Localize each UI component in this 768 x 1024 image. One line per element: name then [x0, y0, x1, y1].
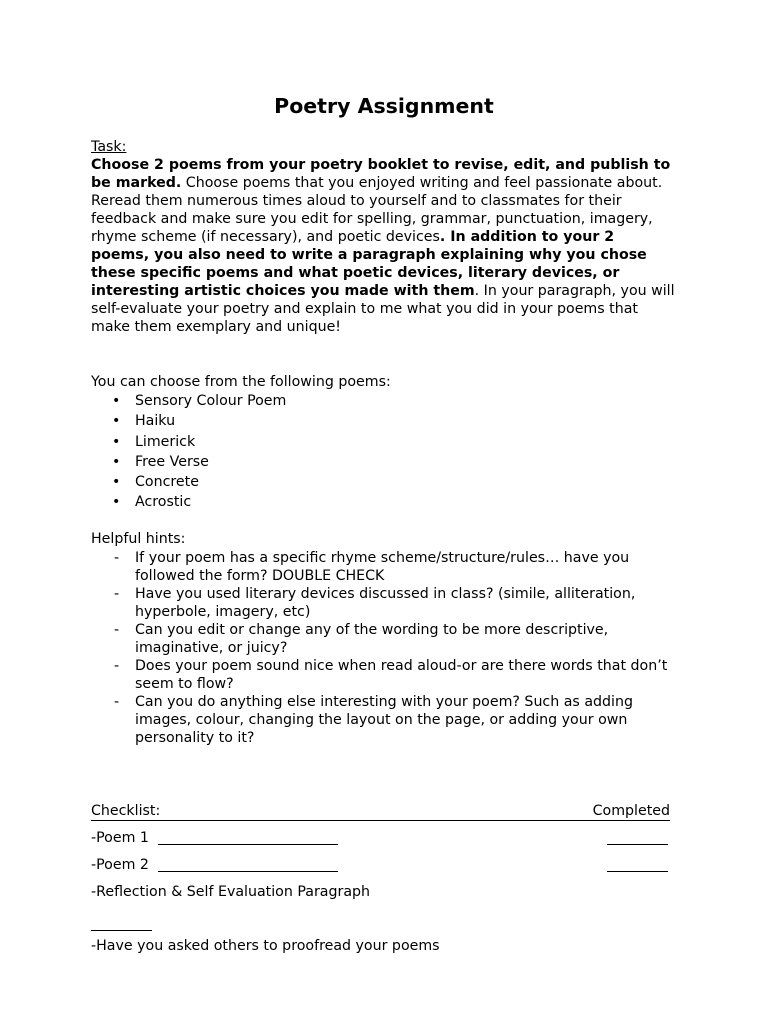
task-text-2: . In your paragraph, you will self-evaluate your poetry and explain to me what you did in your poems that make them exemplary and unique! — [91, 283, 675, 335]
bullet-icon: • — [112, 474, 121, 491]
task-bold-2: . In addition to your 2 poems, you also need to write a paragraph explaining why you chose these specific poems and what poetic devices, literary devices, or interesting artistic choices you made with them — [91, 229, 647, 299]
checklist-item-label: -Poem 2 — [91, 857, 149, 873]
dash-icon: - — [114, 550, 120, 566]
checklist-item-label: -Have you asked others to proofread your poems — [91, 938, 440, 954]
poems-intro: You can choose from the following poems: — [91, 374, 391, 390]
poem-option: Haiku — [135, 413, 176, 430]
poem-option: Free Verse — [135, 453, 209, 470]
poem-option: Acrostic — [135, 494, 192, 511]
list-item — [91, 585, 681, 621]
task-bold-1: Choose 2 poems from your poetry booklet to revise, edit, and publish to be marked. — [91, 157, 671, 191]
task-text-1: Choose poems that you enjoyed writing and feel passionate about. Reread them numerous times aloud to yourself and to classmates for their feedback and make sure you edit for spelling, grammar, punctuation, imagery, rhyme scheme (if necessary), and poetic devices — [91, 175, 663, 245]
list-item — [91, 452, 286, 472]
hint-list — [91, 549, 681, 747]
list-item — [91, 391, 286, 411]
dash-icon: - — [114, 658, 120, 674]
poem-option: Concrete — [135, 474, 199, 491]
list-item — [91, 657, 681, 693]
poem-2-completed-blank — [607, 856, 668, 872]
poem-option: Sensory Colour Poem — [135, 393, 287, 409]
poem-option: Limerick — [135, 433, 196, 450]
task-label: Task: — [91, 139, 127, 155]
list-item — [91, 621, 681, 657]
checklist-item-label: -Poem 1 — [91, 830, 149, 846]
hint-text: Can you edit or change any of the wording to be more descriptive, imaginative, or juicy? — [135, 622, 609, 656]
bullet-icon: • — [112, 413, 121, 430]
hints-intro: Helpful hints: — [91, 531, 186, 547]
page-title: Poetry Assignment — [274, 94, 494, 118]
list-item — [91, 693, 681, 747]
bullet-icon: • — [112, 393, 121, 409]
checklist-item-label: -Reflection & Self Evaluation Paragraph — [91, 884, 371, 900]
checklist-row-poem-2 — [91, 856, 670, 874]
list-item — [91, 549, 681, 585]
checklist-title: Checklist: — [91, 803, 161, 819]
list-item — [91, 492, 286, 512]
poem-1-title-blank — [158, 829, 338, 845]
dash-icon: - — [114, 586, 120, 602]
hint-text: If your poem has a specific rhyme scheme/structure/rules… have you followed the form? DOUBLE CHECK — [135, 550, 630, 584]
checklist-row-reflection — [91, 883, 670, 901]
poem-1-completed-blank — [607, 829, 668, 845]
checklist-row-poem-1 — [91, 829, 670, 847]
poem-list — [91, 391, 286, 513]
list-item — [91, 411, 286, 431]
dash-icon: - — [114, 694, 120, 710]
checklist-row-proofread — [91, 937, 670, 955]
list-item — [91, 432, 286, 452]
dash-icon: - — [114, 622, 120, 638]
hint-text: Does your poem sound nice when read aloud-or are there words that don’t seem to flow? — [135, 658, 668, 692]
bullet-icon: • — [112, 433, 121, 450]
completed-column-title: Completed — [592, 803, 670, 819]
reflection-completed-blank — [91, 915, 152, 931]
checklist-header — [91, 802, 670, 821]
task-paragraph — [91, 156, 677, 336]
bullet-icon: • — [112, 494, 121, 511]
poem-2-title-blank — [158, 856, 338, 872]
hint-text: Have you used literary devices discussed in class? (simile, alliteration, hyperbole, imagery, etc) — [135, 586, 636, 620]
bullet-icon: • — [112, 453, 121, 470]
list-item — [91, 472, 286, 492]
hint-text: Can you do anything else interesting with your poem? Such as adding images, colour, changing the layout on the page, or adding your own personality to it? — [135, 694, 633, 746]
